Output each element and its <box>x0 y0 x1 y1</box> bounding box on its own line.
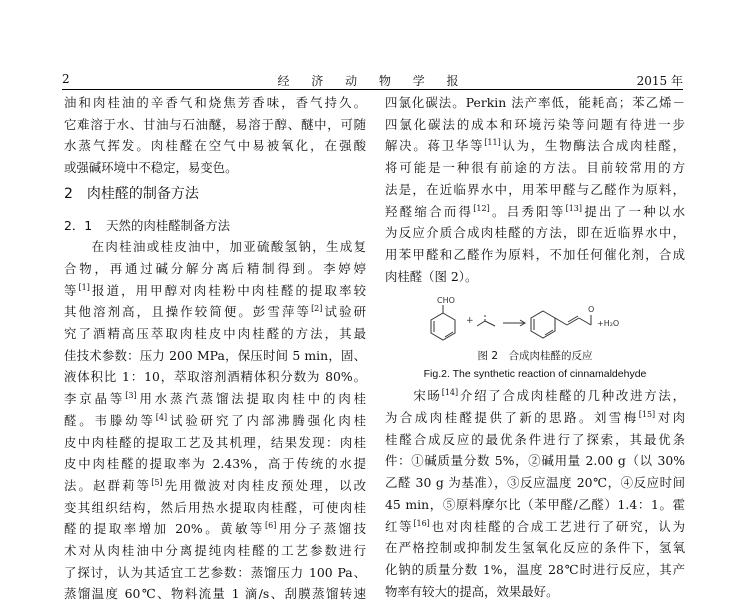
figure-caption-chinese: 图 2 合成肉桂醛的反应 <box>477 350 593 363</box>
text-segment: 。吕秀阳等 <box>489 203 566 219</box>
citation-ref: [11] <box>484 138 501 148</box>
plus-sign: + <box>466 316 474 327</box>
text-line: 或强碱环境中不稳定，易变色。 <box>64 160 238 176</box>
text-segment: 报道，用甲醇对肉桂粉中肉桂醛的提取率较 <box>89 282 366 298</box>
text-segment: 其他溶剂高，且操作较简便。彭雪萍等 <box>64 304 312 320</box>
byproduct-label: +H₂O <box>597 319 620 329</box>
text-segment: 45 min，⑤原料摩尔比（苯甲醛/乙醛）1.4：1。霍 <box>385 496 685 512</box>
text-segment: 对肉 <box>655 410 685 426</box>
text-segment: 了探讨，认为其适宜工艺参数：蒸馏压力 100 Pa、 <box>64 564 366 580</box>
text-segment: 四氯化碳法的成本和环境污染等问题有待进一步 <box>385 116 685 132</box>
text-segment: 变其组织结构，然后用热水提取肉桂醛，可使肉桂 <box>64 499 366 515</box>
benzaldehyde-structure <box>431 305 455 340</box>
text-line <box>385 201 685 223</box>
text-line <box>385 537 685 559</box>
cinnamaldehyde-structure <box>531 311 591 338</box>
text-line <box>385 450 685 472</box>
text-line <box>64 366 366 388</box>
text-segment: 在肉桂油或桂皮油中，加亚硫酸氢钠，生成复 <box>64 239 366 255</box>
citation-ref: [14] <box>441 388 459 398</box>
text-segment: 皮中肉桂醛的提取工艺及其机理，结果发现：肉桂 <box>64 434 366 450</box>
text-segment: 宋旸 <box>385 388 442 404</box>
right-column <box>385 92 685 602</box>
text-line <box>385 429 685 451</box>
citation-ref: [4] <box>155 412 168 422</box>
text-line <box>385 157 685 179</box>
product-label: O <box>588 305 595 315</box>
page-number: 2 <box>62 72 70 86</box>
text-segment: 合物，再通过碱分解分离后精制得到。李婷婷 <box>64 260 366 276</box>
text-segment: 用苯甲醛和乙醛作为原料，不加任何催化剂，合成 <box>385 246 685 262</box>
left-body-paragraph <box>64 236 366 605</box>
text-line <box>385 266 685 288</box>
header-rule <box>62 89 683 90</box>
text-line <box>64 497 366 519</box>
citation-ref: [3] <box>125 391 137 401</box>
text-segment: 肉桂醛（图 2）。 <box>385 268 478 284</box>
reaction-scheme <box>385 293 685 343</box>
text-segment: 羟醛缩合而得 <box>385 203 474 219</box>
text-segment: 在严格控制或抑制发生氢氧化反应的条件下，氢氧 <box>385 540 685 556</box>
text-segment: 乙醛 30 g 为基准），③反应温度 20℃，④反应时间 <box>385 475 685 491</box>
text-line: 水蒸气挥发。肉桂醛在空气中易被氧化，在强酸 <box>64 138 366 154</box>
text-line <box>385 385 685 407</box>
citation-ref: [16] <box>413 518 430 528</box>
text-line <box>64 258 366 280</box>
text-segment: 也对肉桂醛的合成工艺进行了研究，认为 <box>429 518 685 534</box>
text-line <box>64 388 366 410</box>
text-segment: 件：①碱质量分数 5%，②碱用量 2.00 g（以 30% <box>385 453 685 469</box>
text-line <box>64 475 366 497</box>
text-line <box>385 92 685 114</box>
text-line <box>385 407 685 429</box>
text-line <box>64 236 366 258</box>
text-segment: 法。赵群莉等 <box>64 477 152 493</box>
text-segment: 物率有较大的提高，效果最好。 <box>385 583 559 599</box>
citation-ref: [13] <box>565 203 583 213</box>
figure-caption-english: Fig.2. The synthetic reaction of cinnamaldehyde <box>423 368 647 381</box>
right-top-paragraph <box>385 92 685 287</box>
text-line <box>64 583 366 605</box>
journal-title: 经 济 动 物 学 报 <box>277 74 468 88</box>
citation-ref: [2] <box>311 304 323 314</box>
text-segment: 认为，生物酶法合成肉桂醛， <box>500 138 685 154</box>
text-segment: 用分子蒸馏技 <box>276 521 366 537</box>
text-segment: 液体积比 1：10，萃取溶剂酒精体积分数为 80%。 <box>64 369 366 385</box>
text-segment: 先用微波对肉桂皮预处理，以改 <box>162 477 366 493</box>
text-line <box>64 453 366 475</box>
text-segment: 红等 <box>385 518 414 534</box>
text-segment: 法是，在近临界水中，用苯甲醛与乙醛作为原料， <box>385 181 685 197</box>
right-bottom-paragraph <box>385 385 685 602</box>
citation-ref: [6] <box>264 521 277 531</box>
citation-ref: [1] <box>78 282 90 292</box>
text-segment: 用水蒸汽蒸馏法提取肉桂中的肉桂 <box>136 391 366 407</box>
text-segment: 为反应介质合成肉桂醛的方法，即在近临界水中， <box>385 225 685 241</box>
text-line <box>385 222 685 244</box>
text-line <box>64 540 366 562</box>
running-header <box>62 70 683 88</box>
text-segment: 醛。韦滕幼等 <box>64 412 156 428</box>
text-segment: 蒸馏温度 60℃、物料流量 1 滴/s、刮膜蒸馏转速 <box>64 586 366 602</box>
text-segment: 桂醛合成反应的最优条件进行了探索，其最优条 <box>385 431 685 447</box>
text-segment: 佳技术参数：压力 200 MPa，保压时间 5 min，固、 <box>64 347 366 363</box>
text-line <box>385 494 685 516</box>
text-segment: 术对从肉桂油中分离提纯肉桂醛的工艺参数进行 <box>64 543 366 559</box>
text-line <box>64 562 366 584</box>
text-segment: 四氯化碳法。Perkin 法产率低，能耗高；苯乙烯－ <box>385 95 685 110</box>
section-number: 2 <box>64 185 73 202</box>
text-line <box>64 345 366 367</box>
intro-paragraph <box>64 92 366 179</box>
text-line <box>385 559 685 581</box>
text-segment: 将可能是一种很有前途的方法。目前较常用的方 <box>385 160 685 176</box>
text-line <box>385 516 685 538</box>
subsection-heading <box>64 215 366 237</box>
text-segment: 化钠的质量分数 1%，温度 28℃时进行反应，其产 <box>385 561 685 577</box>
acetaldehyde-structure <box>477 313 495 326</box>
text-line: 它难溶于水、甘油与石油醚，易溶于醇、醚中，可随 <box>64 116 366 132</box>
text-line <box>64 432 366 454</box>
subsection-title: 天然的肉桂醛制备方法 <box>106 217 231 233</box>
publication-year: 2015 年 <box>636 74 683 88</box>
text-segment: 介绍了合成肉桂醛的几种改进方法， <box>458 388 685 404</box>
text-line <box>385 472 685 494</box>
text-line <box>64 323 366 345</box>
subsection-number: 2．1 <box>64 217 93 233</box>
reactant-label: CHO <box>437 296 455 306</box>
text-line: 油和肉桂油的辛香气和烧焦芳香味，香气持久。 <box>64 95 366 110</box>
text-segment: 等 <box>64 282 79 298</box>
text-segment: 李京晶等 <box>64 391 126 407</box>
text-segment: 提出了一种以水 <box>582 203 685 219</box>
text-segment: 为合成肉桂醛提供了新的思路。刘雪梅 <box>385 410 639 426</box>
citation-ref: [15] <box>638 410 656 420</box>
text-segment: 皮中肉桂醛的提取率为 2.43%，高于传统的水提 <box>64 456 366 472</box>
text-line <box>385 135 685 157</box>
text-line <box>385 581 685 603</box>
text-segment: 解决。蒋卫华等 <box>385 138 485 154</box>
text-line <box>64 280 366 302</box>
text-segment: 试验研究了内部沸腾强化肉桂 <box>167 412 366 428</box>
section-heading <box>64 184 366 206</box>
citation-ref: [12] <box>473 203 490 213</box>
text-segment: 醛的提取率增加 20%。黄敏等 <box>64 521 265 537</box>
text-line <box>64 410 366 432</box>
text-line <box>385 179 685 201</box>
text-line <box>385 114 685 136</box>
text-segment: 试验研 <box>322 304 366 320</box>
text-line <box>64 518 366 540</box>
left-column <box>64 92 366 605</box>
section-title: 肉桂醛的制备方法 <box>86 185 199 202</box>
citation-ref: [5] <box>151 477 163 487</box>
text-segment: 究了酒精高压萃取肉桂皮中肉桂醛的方法，其最 <box>64 326 366 342</box>
text-line <box>385 244 685 266</box>
reaction-arrow <box>503 320 525 326</box>
reaction-figure <box>385 293 685 343</box>
text-line <box>64 301 366 323</box>
